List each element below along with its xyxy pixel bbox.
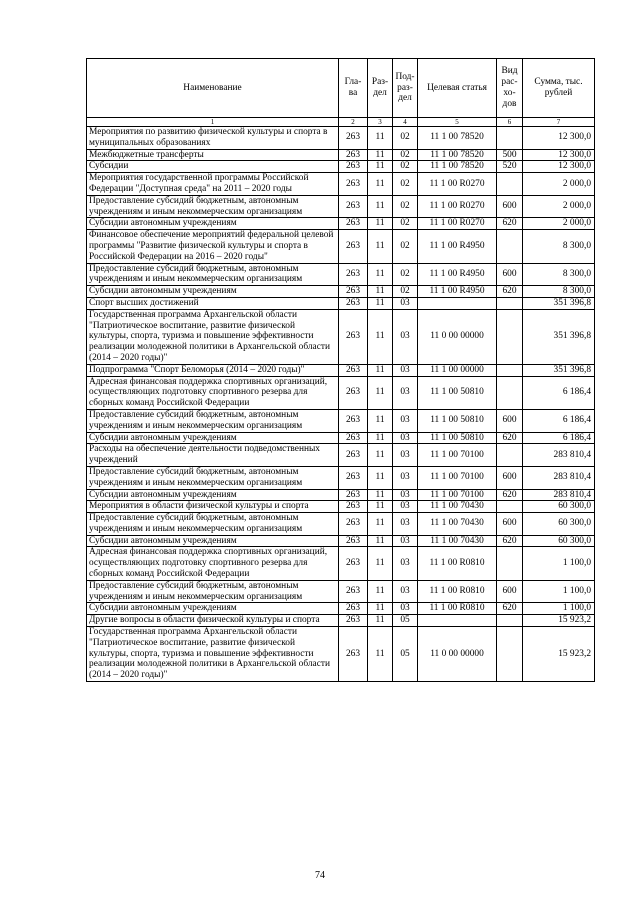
row-glava: 263 [339, 127, 368, 150]
row-expense-type [497, 230, 523, 263]
row-podrazdel: 02 [393, 263, 418, 286]
row-target-article: 11 1 00 70430 [418, 535, 497, 547]
row-podrazdel: 03 [393, 489, 418, 501]
header-target-article: Целевая статья [418, 59, 497, 118]
column-number: 7 [523, 118, 595, 127]
table-row [87, 230, 595, 263]
row-razdel: 11 [368, 263, 393, 286]
row-sum: 8 300,0 [523, 286, 595, 298]
row-razdel: 11 [368, 580, 393, 603]
row-razdel: 11 [368, 286, 393, 298]
table-row [87, 376, 595, 409]
row-glava: 263 [339, 547, 368, 580]
row-glava: 263 [339, 580, 368, 603]
row-name: Субсидии автономным учреждениям [87, 603, 339, 615]
row-target-article: 11 1 00 R0270 [418, 173, 497, 196]
row-podrazdel: 03 [393, 603, 418, 615]
row-podrazdel: 02 [393, 161, 418, 173]
row-sum: 8 300,0 [523, 263, 595, 286]
row-razdel: 11 [368, 127, 393, 150]
row-expense-type [497, 547, 523, 580]
row-razdel: 11 [368, 309, 393, 364]
row-podrazdel: 02 [393, 230, 418, 263]
row-glava: 263 [339, 432, 368, 444]
row-sum: 12 300,0 [523, 149, 595, 161]
row-target-article: 11 1 00 50810 [418, 432, 497, 444]
row-podrazdel: 02 [393, 286, 418, 298]
row-target-article: 11 1 00 50810 [418, 376, 497, 409]
row-expense-type [497, 444, 523, 467]
row-target-article: 11 1 00 R0810 [418, 580, 497, 603]
row-glava: 263 [339, 263, 368, 286]
row-name: Государственная программа Архангельской области "Патриотическое воспитание, развитие физической культуры, спорта, туризма и повышение эффективности реализации молодежной политики в Архангельской области (2014 – 2020 годы)" [87, 627, 339, 682]
row-glava: 263 [339, 173, 368, 196]
page-number: 74 [315, 870, 325, 881]
table-row [87, 364, 595, 376]
row-target-article: 11 1 00 R4950 [418, 286, 497, 298]
row-sum: 283 810,4 [523, 489, 595, 501]
row-target-article [418, 297, 497, 309]
table-row [87, 615, 595, 627]
row-target-article: 11 1 00 00000 [418, 364, 497, 376]
column-number: 2 [339, 118, 368, 127]
row-razdel: 11 [368, 513, 393, 536]
row-name: Предоставление субсидий бюджетным, автономным учреждениям и иным некоммерческим организациям [87, 513, 339, 536]
row-name: Предоставление субсидий бюджетным, автономным учреждениям и иным некоммерческим организациям [87, 263, 339, 286]
row-target-article [418, 615, 497, 627]
row-name: Предоставление субсидий бюджетным, автономным учреждениям и иным некоммерческим организациям [87, 195, 339, 218]
row-glava: 263 [339, 149, 368, 161]
row-podrazdel: 05 [393, 615, 418, 627]
row-target-article: 11 1 00 R4950 [418, 230, 497, 263]
row-name: Подпрограмма "Спорт Беломорья (2014 – 2020 годы)" [87, 364, 339, 376]
row-razdel: 11 [368, 173, 393, 196]
row-razdel: 11 [368, 603, 393, 615]
row-target-article: 11 1 00 R0270 [418, 195, 497, 218]
row-expense-type [497, 309, 523, 364]
row-glava: 263 [339, 161, 368, 173]
row-glava: 263 [339, 376, 368, 409]
row-expense-type: 600 [497, 195, 523, 218]
row-sum: 2 000,0 [523, 195, 595, 218]
row-sum: 60 300,0 [523, 535, 595, 547]
table-row [87, 263, 595, 286]
row-name: Межбюджетные трансферты [87, 149, 339, 161]
row-name: Финансовое обеспечение мероприятий федеральной целевой программы "Развитие физической культуры и спорта в Российской Федерации на 2016 – 2020 годы" [87, 230, 339, 263]
row-razdel: 11 [368, 547, 393, 580]
row-name: Адресная финансовая поддержка спортивных организаций, осуществляющих подготовку спортивного резерва для сборных команд Российской Федерации [87, 376, 339, 409]
table-row [87, 297, 595, 309]
row-target-article: 11 1 00 70100 [418, 489, 497, 501]
row-glava: 263 [339, 627, 368, 682]
row-razdel: 11 [368, 466, 393, 489]
row-glava: 263 [339, 286, 368, 298]
row-expense-type [497, 627, 523, 682]
row-sum: 15 923,2 [523, 615, 595, 627]
table-row [87, 432, 595, 444]
column-number: 1 [87, 118, 339, 127]
row-name: Мероприятия в области физической культуры и спорта [87, 501, 339, 513]
table-row [87, 501, 595, 513]
row-podrazdel: 03 [393, 547, 418, 580]
row-expense-type: 600 [497, 263, 523, 286]
row-expense-type [497, 615, 523, 627]
row-sum: 6 186,4 [523, 376, 595, 409]
row-name: Субсидии автономным учреждениям [87, 432, 339, 444]
header-razdel: Раз-дел [368, 59, 393, 118]
row-expense-type: 520 [497, 161, 523, 173]
row-glava: 263 [339, 513, 368, 536]
header-sum: Сумма, тыс. рублей [523, 59, 595, 118]
table-row [87, 309, 595, 364]
column-number: 5 [418, 118, 497, 127]
row-sum: 351 396,8 [523, 364, 595, 376]
table-header-row [87, 59, 595, 118]
row-razdel: 11 [368, 195, 393, 218]
row-sum: 1 100,0 [523, 603, 595, 615]
table-row [87, 149, 595, 161]
table-row [87, 195, 595, 218]
row-podrazdel: 03 [393, 501, 418, 513]
row-podrazdel: 02 [393, 127, 418, 150]
row-target-article: 11 0 00 00000 [418, 627, 497, 682]
row-glava: 263 [339, 230, 368, 263]
row-expense-type: 600 [497, 466, 523, 489]
row-expense-type: 600 [497, 409, 523, 432]
row-sum: 60 300,0 [523, 501, 595, 513]
table-row [87, 547, 595, 580]
table-row [87, 409, 595, 432]
row-target-article: 11 1 00 70430 [418, 501, 497, 513]
table-row [87, 286, 595, 298]
row-expense-type [497, 173, 523, 196]
header-name: Наименование [87, 59, 339, 118]
row-sum: 8 300,0 [523, 230, 595, 263]
row-glava: 263 [339, 444, 368, 467]
row-podrazdel: 03 [393, 409, 418, 432]
row-razdel: 11 [368, 218, 393, 230]
row-podrazdel: 03 [393, 309, 418, 364]
row-sum: 283 810,4 [523, 444, 595, 467]
row-podrazdel: 02 [393, 195, 418, 218]
row-razdel: 11 [368, 444, 393, 467]
row-name: Государственная программа Архангельской области "Патриотическое воспитание, развитие физической культуры, спорта, туризма и повышение эффективности реализации молодежной политики в Архангельской области (2014 – 2020 годы)" [87, 309, 339, 364]
row-name: Спорт высших достижений [87, 297, 339, 309]
row-razdel: 11 [368, 489, 393, 501]
table-row [87, 513, 595, 536]
row-name: Предоставление субсидий бюджетным, автономным учреждениям и иным некоммерческим организациям [87, 466, 339, 489]
row-razdel: 11 [368, 501, 393, 513]
row-expense-type: 600 [497, 513, 523, 536]
row-podrazdel: 03 [393, 513, 418, 536]
row-podrazdel: 03 [393, 580, 418, 603]
table-row [87, 173, 595, 196]
row-podrazdel: 02 [393, 149, 418, 161]
row-razdel: 11 [368, 161, 393, 173]
row-sum: 2 000,0 [523, 173, 595, 196]
row-expense-type: 620 [497, 432, 523, 444]
row-glava: 263 [339, 195, 368, 218]
table-row [87, 444, 595, 467]
row-name: Субсидии автономным учреждениям [87, 218, 339, 230]
row-expense-type [497, 376, 523, 409]
row-razdel: 11 [368, 364, 393, 376]
row-podrazdel: 02 [393, 218, 418, 230]
row-glava: 263 [339, 466, 368, 489]
row-glava: 263 [339, 489, 368, 501]
table-row [87, 466, 595, 489]
row-glava: 263 [339, 364, 368, 376]
row-sum: 2 000,0 [523, 218, 595, 230]
row-podrazdel: 03 [393, 444, 418, 467]
row-name: Предоставление субсидий бюджетным, автономным учреждениям и иным некоммерческим организациям [87, 409, 339, 432]
row-expense-type: 620 [497, 218, 523, 230]
row-expense-type: 620 [497, 489, 523, 501]
row-podrazdel: 03 [393, 297, 418, 309]
row-glava: 263 [339, 603, 368, 615]
row-sum: 60 300,0 [523, 513, 595, 536]
row-glava: 263 [339, 501, 368, 513]
row-expense-type: 620 [497, 603, 523, 615]
row-podrazdel: 02 [393, 173, 418, 196]
row-target-article: 11 1 00 R4950 [418, 263, 497, 286]
row-sum: 6 186,4 [523, 409, 595, 432]
row-name: Субсидии [87, 161, 339, 173]
budget-table [86, 58, 595, 682]
row-glava: 263 [339, 409, 368, 432]
budget-table-page [86, 58, 594, 682]
row-razdel: 11 [368, 149, 393, 161]
row-name: Субсидии автономным учреждениям [87, 489, 339, 501]
row-razdel: 11 [368, 627, 393, 682]
column-number-row [87, 118, 595, 127]
table-row [87, 535, 595, 547]
row-name: Субсидии автономным учреждениям [87, 535, 339, 547]
row-target-article: 11 1 00 78520 [418, 161, 497, 173]
row-sum: 351 396,8 [523, 297, 595, 309]
row-target-article: 11 1 00 70430 [418, 513, 497, 536]
row-target-article: 11 1 00 78520 [418, 127, 497, 150]
row-razdel: 11 [368, 535, 393, 547]
row-glava: 263 [339, 615, 368, 627]
row-name: Мероприятия государственной программы Российской Федерации "Доступная среда" на 2011 – 2020 годы [87, 173, 339, 196]
row-target-article: 11 0 00 00000 [418, 309, 497, 364]
column-number: 3 [368, 118, 393, 127]
row-razdel: 11 [368, 230, 393, 263]
row-target-article: 11 1 00 R0810 [418, 603, 497, 615]
row-razdel: 11 [368, 376, 393, 409]
row-target-article: 11 1 00 70100 [418, 466, 497, 489]
row-podrazdel: 03 [393, 466, 418, 489]
row-sum: 12 300,0 [523, 161, 595, 173]
row-podrazdel: 05 [393, 627, 418, 682]
row-target-article: 11 1 00 50810 [418, 409, 497, 432]
table-row [87, 127, 595, 150]
row-sum: 1 100,0 [523, 580, 595, 603]
row-sum: 1 100,0 [523, 547, 595, 580]
row-expense-type [497, 364, 523, 376]
row-sum: 351 396,8 [523, 309, 595, 364]
row-expense-type: 620 [497, 535, 523, 547]
row-name: Другие вопросы в области физической культуры и спорта [87, 615, 339, 627]
table-row [87, 489, 595, 501]
row-podrazdel: 03 [393, 364, 418, 376]
row-glava: 263 [339, 535, 368, 547]
row-expense-type: 620 [497, 286, 523, 298]
row-razdel: 11 [368, 297, 393, 309]
header-expense-type: Вид рас-хо-дов [497, 59, 523, 118]
row-podrazdel: 03 [393, 376, 418, 409]
row-razdel: 11 [368, 432, 393, 444]
row-name: Расходы на обеспечение деятельности подведомственных учреждений [87, 444, 339, 467]
row-target-article: 11 1 00 70100 [418, 444, 497, 467]
table-body [87, 127, 595, 682]
row-razdel: 11 [368, 615, 393, 627]
row-sum: 283 810,4 [523, 466, 595, 489]
table-row [87, 627, 595, 682]
row-expense-type [497, 127, 523, 150]
column-number: 6 [497, 118, 523, 127]
table-row [87, 218, 595, 230]
column-number: 4 [393, 118, 418, 127]
row-glava: 263 [339, 309, 368, 364]
row-name: Адресная финансовая поддержка спортивных организаций, осуществляющих подготовку спортивного резерва для сборных команд Российской Федерации [87, 547, 339, 580]
row-name: Мероприятия по развитию физической культуры и спорта в муниципальных образованиях [87, 127, 339, 150]
row-sum: 6 186,4 [523, 432, 595, 444]
row-sum: 15 923,2 [523, 627, 595, 682]
table-row [87, 603, 595, 615]
row-podrazdel: 03 [393, 535, 418, 547]
row-name: Субсидии автономным учреждениям [87, 286, 339, 298]
row-glava: 263 [339, 218, 368, 230]
table-row [87, 161, 595, 173]
row-target-article: 11 1 00 78520 [418, 149, 497, 161]
header-podrazdel: Под-раз-дел [393, 59, 418, 118]
row-target-article: 11 1 00 R0810 [418, 547, 497, 580]
row-podrazdel: 03 [393, 432, 418, 444]
row-glava: 263 [339, 297, 368, 309]
row-name: Предоставление субсидий бюджетным, автономным учреждениям и иным некоммерческим организациям [87, 580, 339, 603]
header-glava: Гла-ва [339, 59, 368, 118]
row-sum: 12 300,0 [523, 127, 595, 150]
row-expense-type: 500 [497, 149, 523, 161]
row-expense-type [497, 501, 523, 513]
row-razdel: 11 [368, 409, 393, 432]
table-row [87, 580, 595, 603]
row-target-article: 11 1 00 R0270 [418, 218, 497, 230]
row-expense-type [497, 297, 523, 309]
row-expense-type: 600 [497, 580, 523, 603]
